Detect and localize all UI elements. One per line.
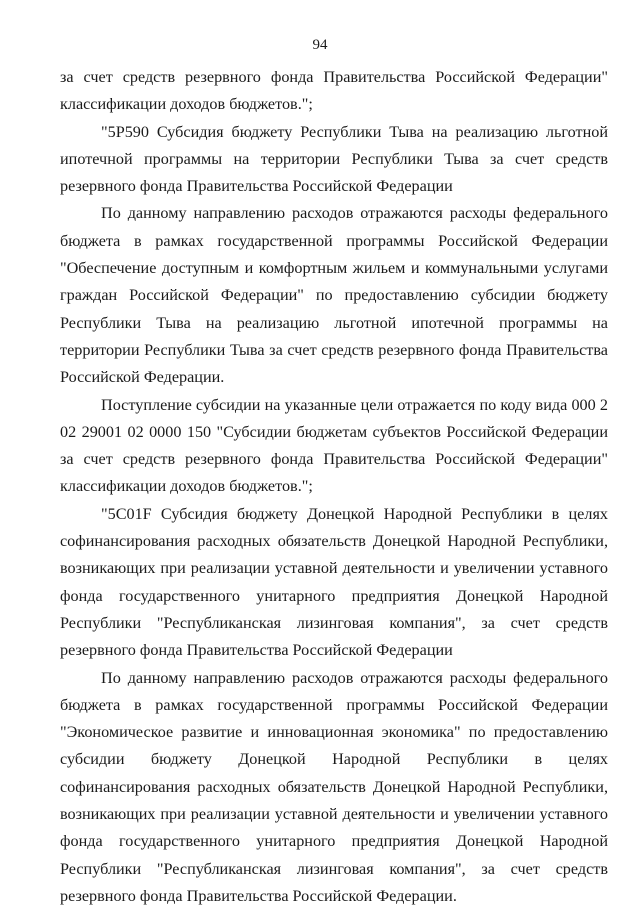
paragraph-5p590-expenses: По данному направлению расходов отражаются расходы федерального бюджета в рамках государственной программы Российской Федерации "Обеспечение доступным и комфортным жильем и коммунальными услугами граждан Российской Федерации" по предоставлению субсидии бюджету Республики Тыва на реализацию льготной ипотечной программы на территории Республики Тыва за счет средств резервного фонда Правительства Российской Федерации. <box>60 204 608 387</box>
paragraph-5p590-revenue: Поступление субсидии на указанные цели отражается по коду вида 000 2 02 29001 02 0000 150 "Субсидии бюджетам субъектов Российской Федерации за счет средств резервного фонда Правительства Российской Федерации" классификации доходов бюджетов."; <box>60 395 608 496</box>
paragraph-5c01f-title: "5С01F Субсидия бюджету Донецкой Народной Республики в целях софинансирования расходных обязательств Донецкой Народной Республики, возникающих при реализации уставной деятельности и увеличении уставного фонда государственного унитарного предприятия Донецкой Народной Республики "Республиканская лизинговая компания", за счет средств резервного фонда Правительства Российской Федерации <box>60 504 608 660</box>
document-body <box>60 64 608 910</box>
paragraph-continuation: за счет средств резервного фонда Правительства Российской Федерации" классификации доходов бюджетов."; <box>60 68 608 114</box>
page-number: 94 <box>312 37 328 53</box>
paragraph-5c01f-expenses: По данному направлению расходов отражаются расходы федерального бюджета в рамках государственной программы Российской Федерации "Экономическое развитие и инновационная экономика" по предоставлению субсидии бюджету Донецкой Народной Республики в целях софинансирования расходных обязательств Донецкой Народной Республики, возникающих при реализации уставной деятельности и увеличении уставного фонда государственного унитарного предприятия Донецкой Народной Республики "Республиканская лизинговая компания", за счет средств резервного фонда Правительства Российской Федерации. <box>60 668 608 905</box>
paragraph-5p590-title: "5Р590 Субсидия бюджету Республики Тыва на реализацию льготной ипотечной программы на территории Республики Тыва за счет средств резервного фонда Правительства Российской Федерации <box>60 122 608 196</box>
